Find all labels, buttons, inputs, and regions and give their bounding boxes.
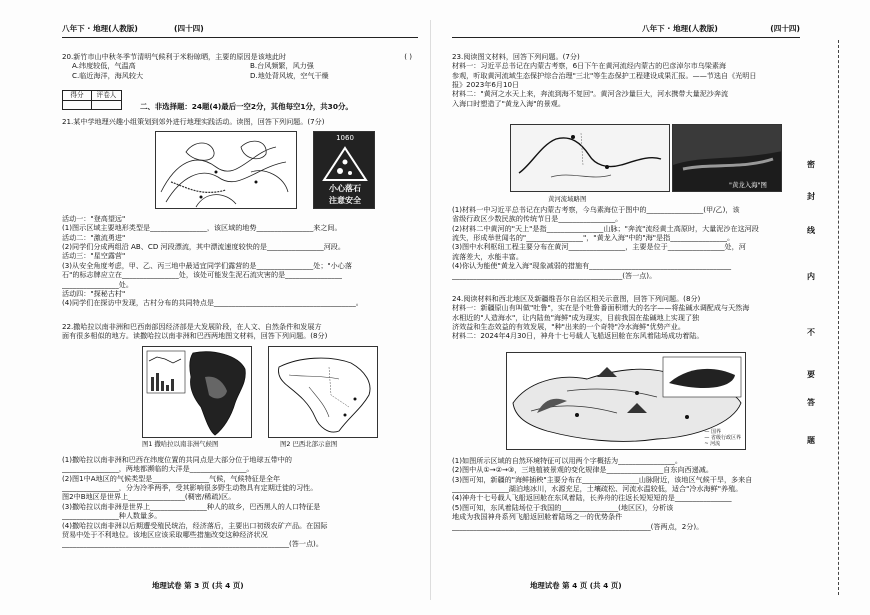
- q22-line-9: 贸易中处于不利地位。该地区应该采取哪些措施改变这种经济状况: [62, 529, 268, 539]
- q23-line-4: 流失，形成举世闻名的"________________"，"黄龙入海"中的"海"是指________________。: [452, 233, 735, 243]
- seal-char-1: 密: [807, 160, 815, 169]
- sign-top-text: 1060: [336, 134, 354, 142]
- right-page-footer: 地理试卷 第 4 页 (共 4 页): [530, 581, 622, 590]
- q20-option-c: C.临近海洋，海风较大: [72, 70, 144, 80]
- q21-line-8: ________________处。: [62, 279, 133, 289]
- q24-mat2-line-1: 材料二：2024年4月30日，神舟十七号载人飞船返回舱在东风着陆场成功着陆。: [452, 331, 704, 341]
- q21-line-6: (3)从安全角度考虑，甲、乙、丙三地中最适宜同学们露营的是________________处；"小心落: [62, 260, 352, 270]
- q24-line-1: (1)如图所示区域的自然环境特征可以用两个字概括为________________。: [452, 456, 682, 465]
- yellow-river-map: [510, 124, 670, 192]
- seal-char-7: 答: [807, 398, 815, 407]
- q23-line-7: (4)你认为能使"黄龙入海"现象减弱的措施有________________________________________: [452, 261, 732, 271]
- q20-option-d: D.地处背风坡，空气干燥: [250, 70, 329, 80]
- q23-questions: [452, 205, 800, 280]
- yellow-river-map-caption: 黄河流域略图: [548, 195, 587, 203]
- q21-activities: [62, 214, 418, 308]
- q22-line-8: (4)撒哈拉以南非洲以后期遭受殖民统治，经济落后，主要出口初级农矿产品。在国际: [62, 520, 328, 530]
- q23-line-3: (2)材料二中黄河的"天上"是指________________山脉；"奔流"流经黄土高原时，大量泥沙在这河段: [452, 223, 759, 233]
- q21-line-4: (2)同学们分成两组沿 AB、CD 河段漂流，其中漂流速度较快的是________________河段。: [62, 242, 345, 252]
- score-label: 得分: [63, 91, 92, 101]
- left-page-footer: 地理试卷 第 3 页 (共 4 页): [152, 581, 244, 590]
- q23-mat1-line-1: 材料一：习近平总书记在内蒙古考察，6日下午在黄河流经内蒙古的巴彦淖尔市乌梁素海: [452, 61, 727, 71]
- q23-mat2-line-1: 材料二："黄河之水天上来，奔流到海不复回"。黄河含沙量巨大，河水携带大量泥沙奔流: [452, 89, 729, 99]
- q22-line-10: ________________________________________________________________(答一点)。: [62, 539, 323, 549]
- q24-mat1-line-3: 济效益和生态效益的有效发展，"种"出来的一个奇特"冷水海鲜"优势产业。: [452, 322, 685, 332]
- left-page: [62, 0, 418, 615]
- right-header-number: (四十四): [770, 24, 800, 33]
- q24-line-4: ________________湖泊地冰川，水源充足，土壤疏松、河流水温较低，适合"冷水海鲜"养殖。: [452, 484, 743, 494]
- left-page-header: [62, 24, 418, 38]
- q23-line-2: 省级行政区少数民族的传统节日是________________。: [452, 214, 623, 224]
- q20-option-b: B.台风频繁，风力强: [250, 61, 314, 71]
- question-24: [452, 294, 800, 341]
- brazil-map-figure: [268, 346, 378, 438]
- q21-stem: 21.某中学地理兴趣小组策划到郊外进行地理实践活动。读图，回答下列问题。(7分): [62, 117, 325, 126]
- contour-map-svg: [156, 132, 297, 209]
- q20-stem: 20.新竹市山中秋冬季节清明气候利于米粉晾晒，主要的原因是该地此时: [62, 52, 287, 61]
- sign-text-1: 小心落石: [329, 184, 361, 193]
- q22-questions: [62, 455, 418, 549]
- question-23: [452, 52, 800, 108]
- warning-triangle-icon: [314, 144, 375, 184]
- q23-line-1: (1)材料一中习近平总书记在内蒙古考察，今乌素海位于图中的________________(甲/乙)，该: [452, 205, 740, 214]
- q23-line-6: 流落差大，水能丰富。: [452, 251, 523, 261]
- grader-label: 评卷人: [92, 91, 121, 101]
- left-header-title: 八年下 · 地理(人教版): [62, 24, 138, 33]
- q20-answer-paren: ( ): [404, 52, 412, 61]
- q24-mat1-line-2: 水相近的"人造海水"，让内陆鱼"海鲜"成为现实，目前我国在盐碱地上实现了独: [452, 312, 700, 322]
- right-page: [452, 0, 800, 615]
- right-header-title: 八年下 · 地理(人教版): [642, 24, 718, 33]
- fig1-caption: 图1 撒哈拉以南非洲气候图: [142, 440, 219, 448]
- q24-line-7: 地成为我国神舟系列飞船返回舱着陆场之一的优势条件: [452, 512, 623, 522]
- seal-char-6: 要: [807, 370, 815, 379]
- q24-line-3: (3)图可知，新疆的"海鲜插秧"主要分布在________________山脉附近，该地区气候干旱，多来自: [452, 474, 753, 484]
- q22-line-5: 图2中B地区是世界上________________(稠密/稀疏)区。: [62, 492, 236, 502]
- q22-line-6: (3)撒哈拉以南非洲是世界上________________种人的故乡，巴西黑人的人口特征是: [62, 501, 321, 511]
- q24-line-2: (2)图中从①→②→③，三地植被景观的变化规律是________________自东向西递减。: [452, 465, 713, 475]
- score-cell: [63, 101, 92, 109]
- left-header-number: (四十四): [174, 24, 204, 33]
- q22-line-7: ________________种人数量多。: [62, 511, 162, 521]
- africa-climate-figure: [142, 346, 252, 438]
- q23-line-8: ________________________________________________(答一点)。: [452, 270, 657, 280]
- q22-stem-2: 面有很多相似的地方。读撒哈拉以南非洲和巴西两地图文材料，回答下列问题。(8分): [62, 331, 328, 341]
- q21-line-2: (1)图示区域主要地形类型是________________，该区域的地势________________来之间。: [62, 223, 342, 233]
- right-page-header: [452, 24, 800, 38]
- africa-map-svg: [143, 347, 252, 438]
- sign-text-2: 注意安全: [329, 196, 361, 205]
- q23-mat1-line-3: 报》2023年6月10日: [452, 80, 520, 90]
- q24-questions: [452, 456, 800, 531]
- q24-line-5: (4)神舟十七号载人飞船返回舱在东风着陆，长养舟的往返长短短短的是________________: [452, 493, 732, 503]
- seal-char-8: 题: [807, 436, 815, 445]
- q23-stem: 23.阅读图文材料，回答下列问题。(7分): [452, 52, 580, 61]
- question-20: [62, 52, 418, 80]
- q21-line-9: 活动四："探秘古村": [62, 288, 126, 298]
- q22-line-4: ________________，分为冷季两季，受其影响很多野生动物具有定期迁徙的习性。: [62, 483, 318, 493]
- q20-option-a: A.纬度较低，气温高: [72, 61, 136, 71]
- falling-rocks-sign: [313, 131, 375, 209]
- yellow-dragon-caption: "黄龙入海"图: [729, 181, 767, 189]
- map-legend: [704, 429, 741, 447]
- q22-line-3: (2)图1中A地区的气候类型是________________气候，气候特征是全年: [62, 473, 281, 483]
- legend-item-1: — 国界: [704, 429, 721, 435]
- q23-line-5: (3)图中水利枢纽工程主要分布在黄河________________，主要是位于________________处，河: [452, 242, 746, 252]
- yellow-river-map-svg: [511, 125, 670, 192]
- q21-line-7: 石"的标志牌应立在________________处，该处可能发生泥石流灾害的是________________: [62, 270, 342, 280]
- q22-line-1: (1)撒哈拉以南非洲和巴西在纬度位置的共同点是大部分位于地球五带中的: [62, 455, 292, 464]
- q22-line-2: ________________，两地都濒临的大洋是________________。: [62, 464, 254, 474]
- q23-mat1-line-2: 参观，听取黄河流域生态保护综合治理"三北"等生态保护工程建设成果汇报。——节选自《光明日: [452, 70, 757, 80]
- seal-char-2: 封: [807, 192, 815, 201]
- legend-item-3: ~ 河流: [704, 441, 721, 447]
- page-divider: [430, 20, 431, 600]
- sealing-line: [838, 40, 839, 595]
- question-22: [62, 322, 418, 341]
- q21-line-3: 活动二："激流勇进": [62, 232, 126, 242]
- score-box: [62, 90, 122, 110]
- q23-mat2-line-2: 入海口时塑造了"黄龙入海"的景观。: [452, 98, 565, 108]
- q24-mat1-line-1: 材料一：新疆原山有叫做"吐鲁"，实在是个吐鲁番面积增大的名字——将盐碱水调配成与天然海: [452, 303, 750, 313]
- legend-item-2: — 省级行政区界: [704, 435, 741, 441]
- seal-char-5: 不: [807, 328, 815, 337]
- q21-line-10: (4)同学们在探访中发现，古村分布的共同特点是________________________________________。: [62, 298, 363, 308]
- q24-stem: 24.阅读材料和西北地区及新疆维吾尔自治区相关示意图，回答下列问题。(8分): [452, 294, 701, 303]
- q21-line-5: 活动三："星空露营": [62, 251, 126, 261]
- brazil-map-svg: [269, 347, 378, 438]
- contour-map-figure: [155, 131, 297, 209]
- q24-line-6: (5)图可知，东风着陆场位于我国的________________(地区区)，分析该: [452, 502, 674, 512]
- q24-line-8: ________________________________________________________(答两点，2分)。: [452, 521, 704, 531]
- grader-cell: [92, 101, 121, 109]
- section-2-title: 二、非选择题：24题(4)最后一空2分，其他每空1分，共30分。: [140, 102, 353, 111]
- seal-char-4: 内: [807, 272, 815, 281]
- northwest-china-map: [506, 352, 746, 450]
- fig2-caption: 图2 巴西北部示意图: [280, 440, 338, 448]
- q21-line-1: 活动一："登高望远": [62, 214, 126, 223]
- q22-stem-1: 22.撒哈拉以南非洲和巴西南部因经济部是大发展阶段，在人文、自然条件和发展方: [62, 322, 322, 331]
- yellow-dragon-photo: [672, 124, 782, 192]
- seal-char-3: 线: [807, 226, 815, 235]
- question-21: [62, 117, 418, 126]
